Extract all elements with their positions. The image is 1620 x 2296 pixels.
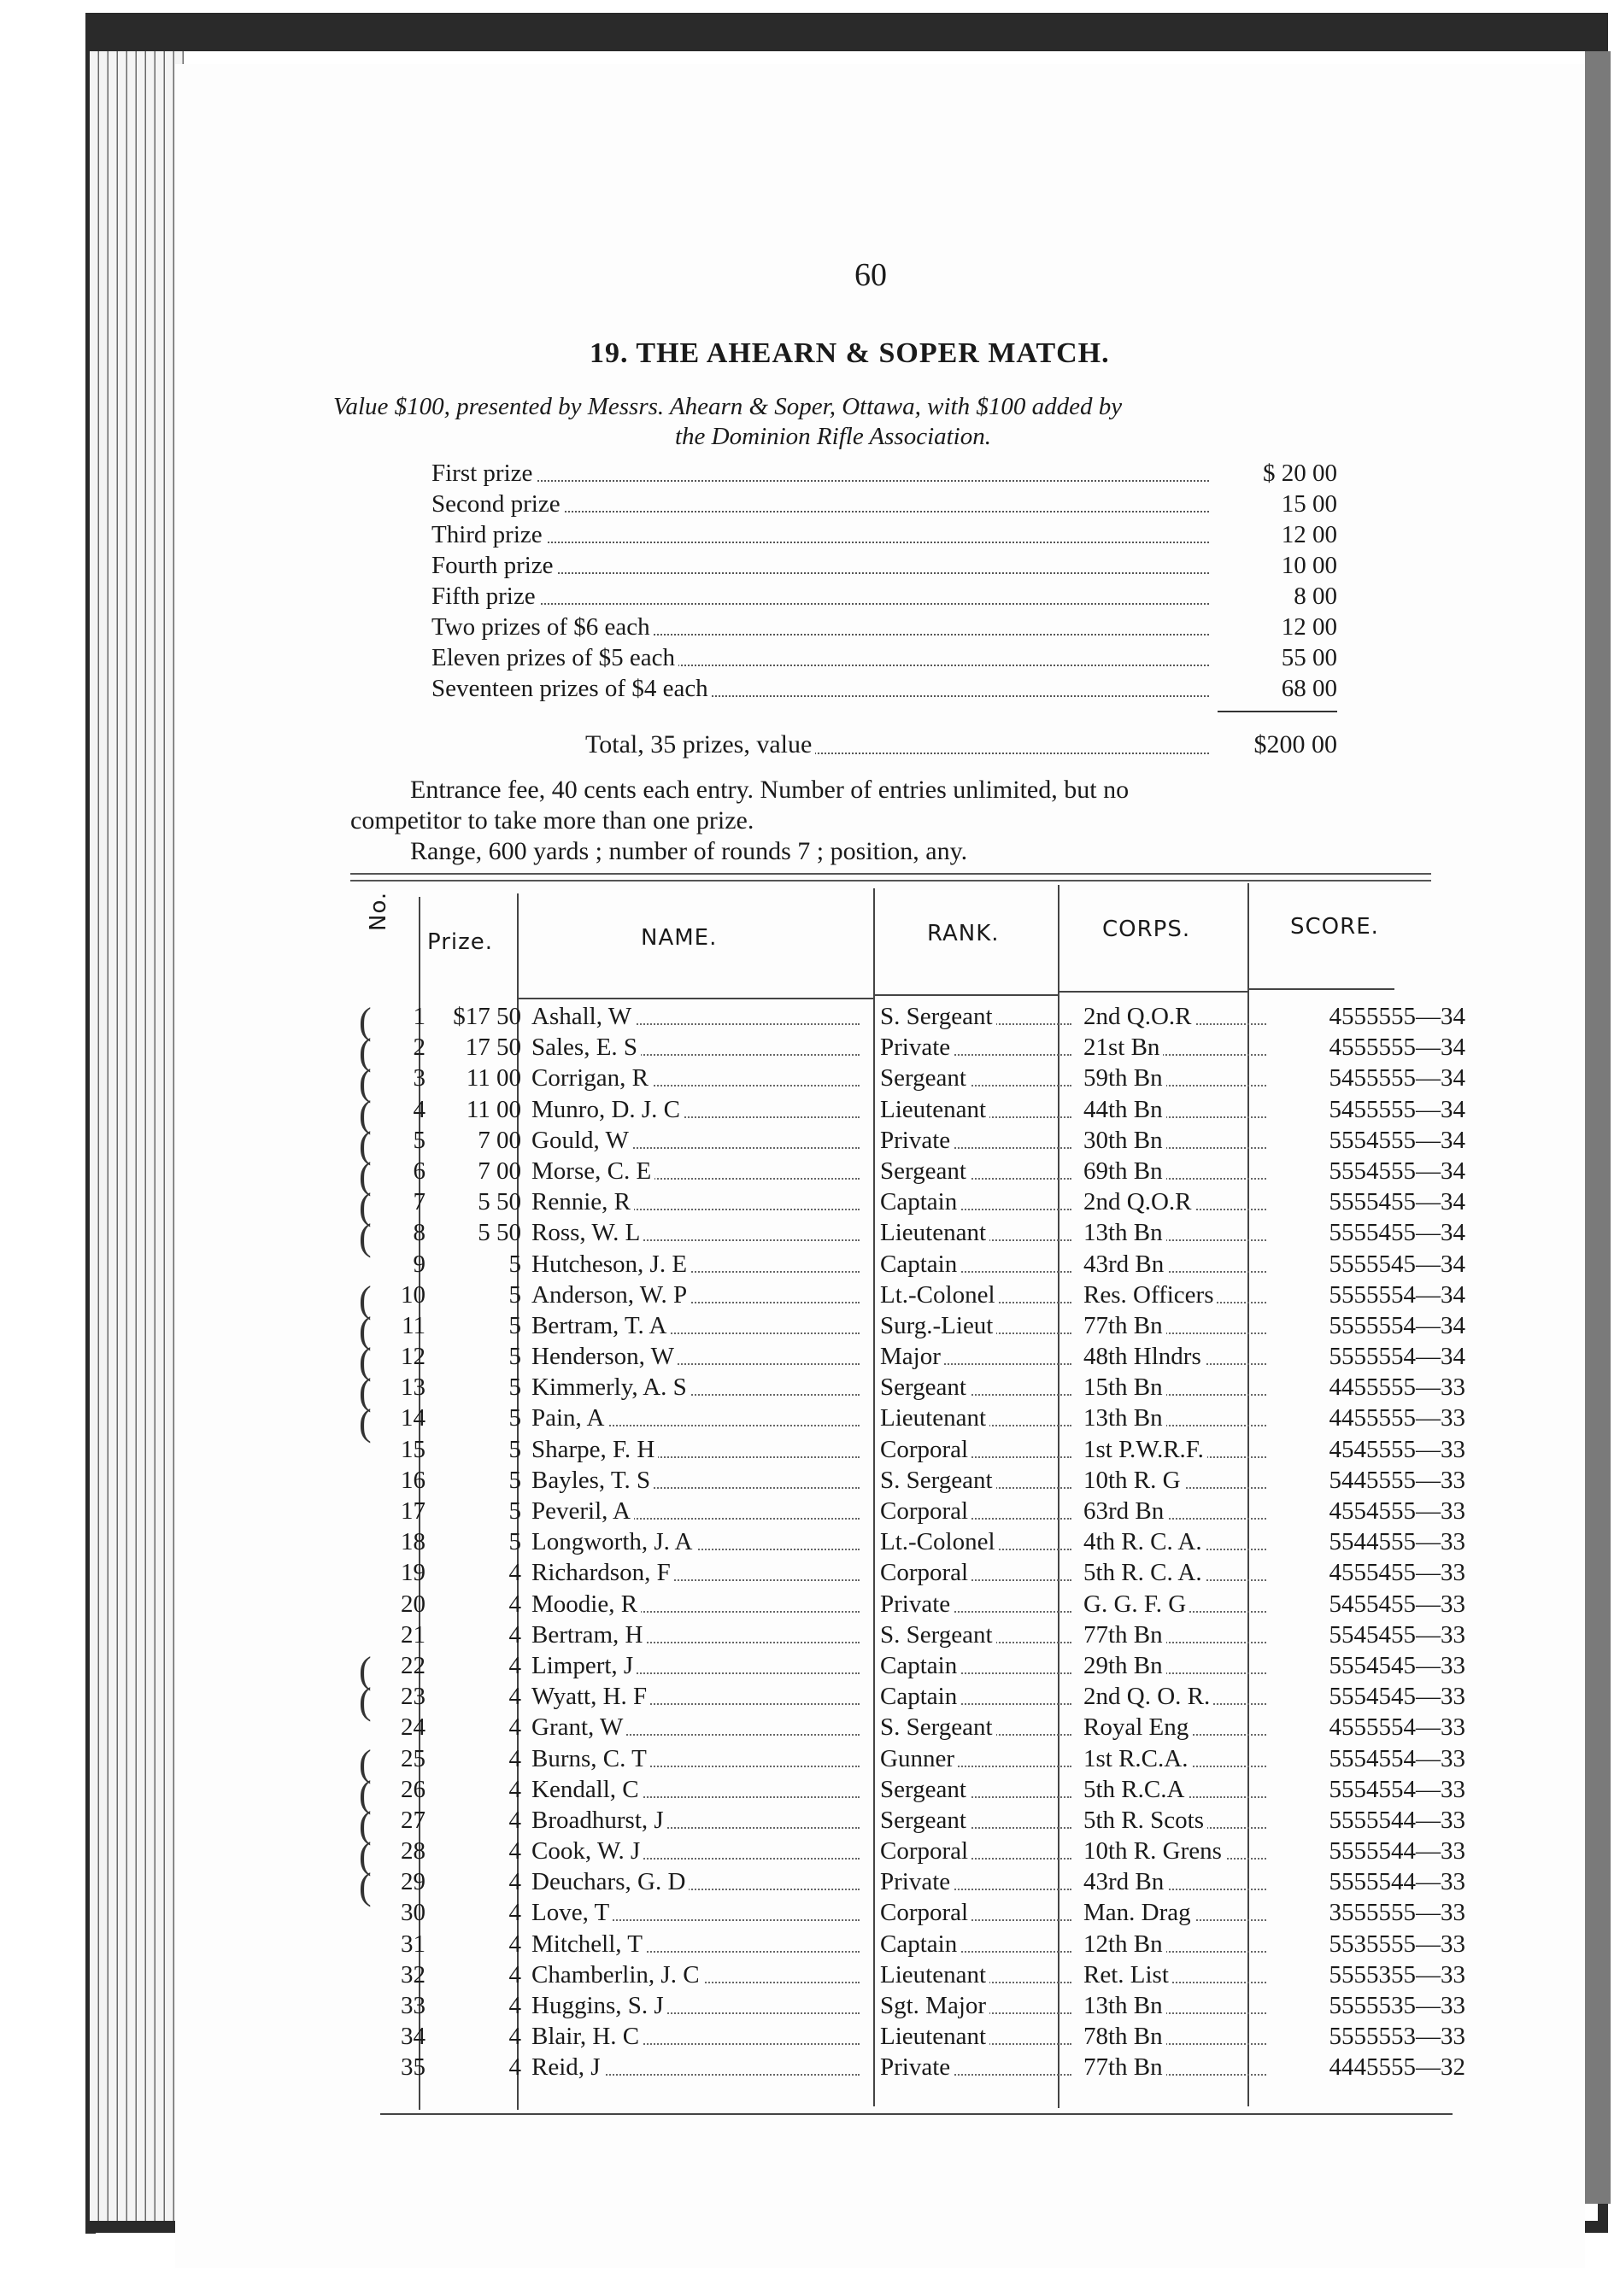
cell-rank: Captain [880,1188,1077,1216]
table-row [367,1713,1470,1744]
cell-score: 5555554—34 [1329,1343,1465,1371]
table-row: ( 29 4 Deuchars, G. D Private 43rd Bn 5555544—33 [359,1866,1465,1908]
cell-rank: Captain [880,1250,1077,1279]
cell-prize: 4 [508,1620,521,1649]
cell-corps: 2nd Q.O.R [1083,1188,1271,1216]
cell-corps: Res. Officers [1083,1281,1271,1309]
cell-corps: G. G. F. G [1083,1590,1271,1619]
table-row [367,1899,1470,1930]
prize-label: Seventeen prizes of $4 each [431,675,712,703]
cell-no: 33 [401,1992,426,2019]
cell-no: 12 [401,1343,426,1371]
cell-score: 5544555—33 [1329,1528,1465,1556]
cell-corps: 48th Hlndrs [1083,1343,1271,1371]
cell-no: 29 [401,1868,426,1896]
cell-corps: 77th Bn [1083,2053,1271,2082]
prize-label: Third prize [431,521,546,549]
table-row [367,1250,1470,1281]
cell-corps: 77th Bn [1083,1621,1271,1649]
table-row [367,2053,1470,2084]
table-row [367,1621,1470,1652]
cell-no: 9 [413,1250,426,1278]
cell-corps: 69th Bn [1083,1157,1271,1186]
cell-score: 5554545—33 [1329,1651,1465,1679]
cell-name: Grant, W [531,1713,865,1742]
cell-name: Munro, D. J. C [531,1096,865,1124]
cell-rank: Sergeant [880,1776,1077,1804]
cell-name: Bertram, T. A [531,1312,865,1340]
cell-rank: S. Sergeant [880,1467,1077,1495]
cell-score: 5555455—34 [1329,1188,1465,1216]
cell-corps: Man. Drag [1083,1899,1271,1927]
cell-rank: Private [880,1868,1077,1896]
cell-corps: 13th Bn [1083,1992,1271,2020]
cell-name: Bayles, T. S [531,1467,865,1495]
cell-prize: 11 00 [466,1095,521,1123]
table-row: ( 1 $17 50 Ashall, W S. Sergeant 2nd Q.O.R 4555555—34 [359,1000,1465,1042]
cell-corps: 21st Bn [1083,1034,1271,1062]
table-row: ( 22 4 Limpert, J Captain 29th Bn 5554545—33 [359,1649,1465,1691]
cell-prize: 5 [508,1280,521,1309]
total-amount: $200 00 [1253,730,1337,758]
cell-name: Wyatt, H. F [531,1683,865,1711]
cell-corps: 43rd Bn [1083,1868,1271,1896]
cell-name: Kimmerly, A. S [531,1374,865,1402]
cell-corps: 5th R.C.A [1083,1776,1271,1804]
cell-no: 5 [413,1126,426,1154]
cell-score: 5555544—33 [1329,1868,1465,1896]
cell-name: Pain, A [531,1404,865,1432]
cell-corps: 77th Bn [1083,1312,1271,1340]
cell-prize: 4 [508,1590,521,1618]
cell-name: Rennie, R [531,1188,865,1216]
cell-no: 27 [401,1806,426,1834]
cell-rank: S. Sergeant [880,1713,1077,1742]
cell-corps: 4th R. C. A. [1083,1528,1271,1556]
cell-rank: Sergeant [880,1807,1077,1835]
cell-prize: 4 [508,1651,521,1679]
cell-name: Sales, E. S [531,1034,865,1062]
match-title: 19. THE AHEARN & SOPER MATCH. [590,337,1110,369]
cell-rank: Private [880,1590,1077,1619]
cell-name: Hutcheson, J. E [531,1250,865,1279]
cell-prize: 17 50 [465,1034,521,1062]
prize-sum-rule [1218,711,1337,712]
cell-name: Sharpe, F. H [531,1436,865,1464]
table-row [367,1528,1470,1559]
cell-score: 4554555—33 [1329,1497,1465,1525]
cell-rank: Gunner [880,1745,1077,1773]
prize-label: Two prizes of $6 each [431,613,654,641]
cell-score: 5535555—33 [1329,1930,1465,1958]
book-page-edges [90,51,184,2221]
cell-score: 5545455—33 [1329,1620,1465,1649]
prize-label: Fourth prize [431,552,557,580]
prize-amount: 8 00 [1294,583,1337,610]
cell-name: Love, T [531,1899,865,1927]
col-header-no: No. [366,891,391,931]
cell-score: 4455555—33 [1329,1374,1465,1402]
cell-rank: S. Sergeant [880,1003,1077,1031]
cell-prize: 4 [508,1992,521,2019]
total-label: Total, 35 prizes, value [585,730,815,759]
cell-prize: 5 [508,1311,521,1339]
cell-no: 11 [402,1311,426,1339]
cell-no: 24 [401,1713,426,1742]
section-double-rule [350,873,1431,882]
table-bottom-rule [380,2113,1453,2115]
cell-corps: 13th Bn [1083,1219,1271,1247]
cell-prize: 5 50 [478,1188,521,1216]
cell-no: 18 [401,1528,426,1556]
prize-amount: 10 00 [1281,552,1337,579]
table-row: ( 28 4 Cook, W. J Corporal 10th R. Grens 5555544—33 [359,1835,1465,1877]
cell-no: 30 [401,1899,426,1927]
cell-corps: 44th Bn [1083,1096,1271,1124]
cell-prize: 5 [508,1466,521,1494]
cell-score: 5455455—33 [1329,1590,1465,1618]
range-note: Range, 600 yards ; number of rounds 7 ; position, any. [410,837,968,865]
cell-score: 5555455—34 [1329,1219,1465,1247]
cell-no: 23 [401,1683,426,1711]
prize-row [431,675,1337,706]
cell-prize: 5 [508,1404,521,1432]
cell-no: 22 [401,1651,426,1679]
cell-no: 2 [413,1034,426,1062]
cell-prize: 5 [508,1497,521,1525]
cell-corps: 12th Bn [1083,1930,1271,1959]
table-row: ( 2 17 50 Sales, E. S Private 21st Bn 4555555—34 [359,1031,1465,1074]
cell-prize: 5 50 [478,1219,521,1247]
table-row: ( 8 5 50 Ross, W. L Lieutenant 13th Bn 5555455—34 [359,1216,1465,1259]
table-row [367,1961,1470,1992]
cell-no: 20 [401,1590,426,1618]
prize-amount: 12 00 [1281,613,1337,641]
cell-name: Gould, W [531,1127,865,1155]
cell-score: 4545555—33 [1329,1435,1465,1463]
prize-label: First prize [431,460,536,488]
cell-no: 15 [401,1435,426,1463]
cell-prize: 4 [508,2023,521,2051]
cell-score: 5455555—34 [1329,1064,1465,1092]
cell-prize: 4 [508,1744,521,1772]
table-row: ( 10 5 Anderson, W. P Lt.-Colonel Res. Officers 5555554—34 [359,1278,1465,1321]
cell-score: 4445555—32 [1329,2053,1465,2082]
cell-score: 5445555—33 [1329,1466,1465,1494]
cell-prize: 5 [508,1343,521,1371]
prize-amount: 15 00 [1281,490,1337,518]
cell-name: Peveril, A [531,1497,865,1526]
cell-prize: 4 [508,2053,521,2082]
cell-no: 16 [401,1466,426,1494]
cell-name: Blair, H. C [531,2023,865,2051]
cell-corps: 63rd Bn [1083,1497,1271,1526]
table-row: ( 13 5 Kimmerly, A. S Sergeant 15th Bn 4455555—33 [359,1371,1465,1414]
cell-rank: Surg.-Lieut [880,1312,1077,1340]
cell-prize: 7 00 [478,1126,521,1154]
cell-corps: 30th Bn [1083,1127,1271,1155]
header-rule [1249,988,1394,990]
cell-score: 4555455—33 [1329,1559,1465,1587]
cell-no: 10 [401,1280,426,1309]
cell-prize: 4 [508,1899,521,1927]
header-rule [873,994,1058,996]
prize-row [431,552,1337,583]
cell-score: 5555545—34 [1329,1250,1465,1278]
cell-name: Ashall, W [531,1003,865,1031]
cell-prize: 5 [508,1435,521,1463]
cell-no: 35 [401,2053,426,2082]
cell-name: Ross, W. L [531,1219,865,1247]
cell-no: 21 [401,1620,426,1649]
cell-rank: Captain [880,1930,1077,1959]
prize-label: Second prize [431,490,564,518]
cell-name: Richardson, F [531,1559,865,1587]
cell-prize: 5 [508,1250,521,1278]
cell-rank: Corporal [880,1899,1077,1927]
table-row: ( 7 5 50 Rennie, R Captain 2nd Q.O.R 5555455—34 [359,1186,1465,1228]
cell-corps: 1st R.C.A. [1083,1745,1271,1773]
cell-name: Cook, W. J [531,1837,865,1866]
cell-no: 3 [413,1064,426,1092]
cell-prize: 11 00 [466,1064,521,1092]
cell-rank: Captain [880,1683,1077,1711]
page-number: 60 [854,257,887,293]
cell-prize: 5 [508,1528,521,1556]
value-description: Value $100, presented by Messrs. Ahearn & Soper, Ottawa, with $100 added by [333,393,1123,420]
cell-score: 5554555—34 [1329,1126,1465,1154]
cell-score: 3555555—33 [1329,1899,1465,1927]
table-row: ( 4 11 00 Munro, D. J. C Lieutenant 44th Bn 5455555—34 [359,1092,1465,1135]
cell-corps: 43rd Bn [1083,1250,1271,1279]
cell-corps: 29th Bn [1083,1652,1271,1680]
prize-amount: 12 00 [1281,521,1337,548]
cell-corps: 15th Bn [1083,1374,1271,1402]
header-rule [1059,991,1247,993]
cell-no: 8 [413,1219,426,1247]
prize-row [431,460,1337,490]
cell-score: 5455555—34 [1329,1095,1465,1123]
cell-rank: Corporal [880,1559,1077,1587]
col-header-corps: CORPS. [1102,917,1191,942]
table-row: ( 6 7 00 Morse, C. E Sergeant 69th Bn 5554555—34 [359,1154,1465,1197]
cell-corps: 78th Bn [1083,2023,1271,2051]
prize-row [431,521,1337,552]
cell-prize: 4 [508,1960,521,1988]
cell-name: Reid, J [531,2053,865,2082]
cell-corps: 10th R. Grens [1083,1837,1271,1866]
cell-score: 5555355—33 [1329,1960,1465,1988]
cell-rank: Sgt. Major [880,1992,1077,2020]
cell-no: 17 [401,1497,426,1525]
cell-rank: Private [880,2053,1077,2082]
cell-prize: 7 00 [478,1157,521,1185]
cell-score: 5554545—33 [1329,1683,1465,1711]
cell-rank: Sergeant [880,1374,1077,1402]
cell-no: 7 [413,1188,426,1216]
cell-no: 32 [401,1960,426,1988]
table-row [367,1467,1470,1497]
cell-score: 5554554—33 [1329,1775,1465,1803]
cell-no: 31 [401,1930,426,1958]
cell-score: 5555554—34 [1329,1280,1465,1309]
cell-score: 5555554—34 [1329,1311,1465,1339]
cell-name: Limpert, J [531,1652,865,1680]
table-row [367,1497,1470,1528]
cell-name: Mitchell, T [531,1930,865,1959]
cell-prize: 4 [508,1930,521,1958]
cell-name: Morse, C. E [531,1157,865,1186]
cell-name: Broadhurst, J [531,1807,865,1835]
cell-prize: 5 [508,1374,521,1402]
cell-rank: Private [880,1127,1077,1155]
table-row: ( 27 4 Broadhurst, J Sergeant 5th R. Scots 5555544—33 [359,1803,1465,1846]
cell-no: 26 [401,1775,426,1803]
table-row [367,2023,1470,2053]
cell-name: Chamberlin, J. C [531,1961,865,1989]
cell-no: 1 [413,1003,426,1030]
col-header-score: SCORE. [1290,914,1379,940]
cell-score: 5555535—33 [1329,1992,1465,2019]
cell-rank: Major [880,1343,1077,1371]
cell-score: 4555555—34 [1329,1003,1465,1030]
cell-prize: 4 [508,1683,521,1711]
cell-score: 4555554—33 [1329,1713,1465,1742]
prize-label: Fifth prize [431,583,539,611]
col-header-prize: Prize. [427,929,494,955]
cell-no: 13 [401,1374,426,1402]
cell-corps: 59th Bn [1083,1064,1271,1092]
cell-prize: 4 [508,1775,521,1803]
prize-row [431,644,1337,675]
cell-corps: 10th R. G [1083,1467,1271,1495]
value-description-cont: the Dominion Rifle Association. [675,423,991,450]
prize-label: Eleven prizes of $5 each [431,644,678,672]
cell-score: 5555553—33 [1329,2023,1465,2051]
cell-rank: Corporal [880,1436,1077,1464]
header-rule [517,998,874,999]
cell-prize: 4 [508,1713,521,1742]
cell-prize: 4 [508,1559,521,1587]
total-row [585,730,1337,764]
cell-score: 5554554—33 [1329,1744,1465,1772]
prize-row [431,613,1337,644]
cell-rank: Lt.-Colonel [880,1528,1077,1556]
col-header-name: NAME. [641,925,718,951]
cell-rank: Lt.-Colonel [880,1281,1077,1309]
cell-score: 4555555—34 [1329,1034,1465,1062]
prize-amount: 55 00 [1281,644,1337,671]
cell-prize: 4 [508,1837,521,1866]
cell-score: 4455555—33 [1329,1404,1465,1432]
cell-name: Henderson, W [531,1343,865,1371]
prize-amount: $ 20 00 [1263,460,1337,487]
cell-name: Moodie, R [531,1590,865,1619]
cell-no: 28 [401,1837,426,1866]
cell-no: 19 [401,1559,426,1587]
cell-name: Longworth, J. A [531,1528,865,1556]
cell-name: Bertram, H [531,1621,865,1649]
col-header-rank: RANK. [927,921,1000,946]
table-row: ( 26 4 Kendall, C Sergeant 5th R.C.A 5554554—33 [359,1772,1465,1815]
table-row [367,1992,1470,2023]
scan-border-top [85,13,1598,51]
page-shadow [1585,51,1611,2204]
cell-rank: Corporal [880,1837,1077,1866]
cell-score: 5554555—34 [1329,1157,1465,1185]
table-row: ( 5 7 00 Gould, W Private 30th Bn 5554555—34 [359,1123,1465,1166]
cell-corps: 2nd Q.O.R [1083,1003,1271,1031]
cell-name: Kendall, C [531,1776,865,1804]
table-row: ( 23 4 Wyatt, H. F Captain 2nd Q. O. R. 5554545—33 [359,1680,1465,1723]
entrance-fee-note-cont: competitor to take more than one prize. [350,806,754,835]
cell-no: 34 [401,2023,426,2051]
table-row [367,1590,1470,1621]
cell-rank: Sergeant [880,1064,1077,1092]
table-row: ( 3 11 00 Corrigan, R Sergeant 59th Bn 5455555—34 [359,1062,1465,1104]
prize-row [431,583,1337,613]
prize-amount: 68 00 [1281,675,1337,702]
cell-corps: 2nd Q. O. R. [1083,1683,1271,1711]
cell-rank: Sergeant [880,1157,1077,1186]
table-row: ( 14 5 Pain, A Lieutenant 13th Bn 4455555—33 [359,1402,1465,1444]
cell-rank: Captain [880,1652,1077,1680]
cell-corps: 5th R. C. A. [1083,1559,1271,1587]
cell-rank: Lieutenant [880,1404,1077,1432]
table-row: ( 25 4 Burns, C. T Gunner 1st R.C.A. 5554554—33 [359,1742,1465,1784]
prize-row [431,490,1337,521]
cell-rank: Lieutenant [880,1096,1077,1124]
cell-rank: Lieutenant [880,1219,1077,1247]
cell-corps: Royal Eng [1083,1713,1271,1742]
cell-rank: Private [880,1034,1077,1062]
cell-name: Huggins, S. J [531,1992,865,2020]
cell-prize: 4 [508,1806,521,1834]
cell-name: Burns, C. T [531,1745,865,1773]
cell-rank: Lieutenant [880,2023,1077,2051]
cell-corps: 5th R. Scots [1083,1807,1271,1835]
cell-prize: $17 50 [453,1003,521,1030]
cell-no: 6 [413,1157,426,1185]
cell-corps: 1st P.W.R.F. [1083,1436,1271,1464]
cell-score: 5555544—33 [1329,1806,1465,1834]
entrance-fee-note: Entrance fee, 40 cents each entry. Number of entries unlimited, but no [410,776,1130,804]
cell-prize: 4 [508,1868,521,1896]
cell-no: 14 [401,1404,426,1432]
cell-name: Anderson, W. P [531,1281,865,1309]
cell-score: 5555544—33 [1329,1837,1465,1866]
cell-no: 4 [413,1095,426,1123]
table-row: ( 12 5 Henderson, W Major 48th Hlndrs 5555554—34 [359,1340,1465,1383]
cell-rank: Lieutenant [880,1961,1077,1989]
cell-corps: 13th Bn [1083,1404,1271,1432]
cell-corps: Ret. List [1083,1961,1271,1989]
table-row [367,1436,1470,1467]
cell-no: 25 [401,1744,426,1772]
cell-rank: Corporal [880,1497,1077,1526]
table-row [367,1930,1470,1961]
cell-rank: S. Sergeant [880,1621,1077,1649]
cell-name: Corrigan, R [531,1064,865,1092]
table-row: ( 11 5 Bertram, T. A Surg.-Lieut 77th Bn 5555554—34 [359,1309,1465,1351]
cell-name: Deuchars, G. D [531,1868,865,1896]
results-table [359,1000,1470,2085]
table-row [367,1559,1470,1590]
